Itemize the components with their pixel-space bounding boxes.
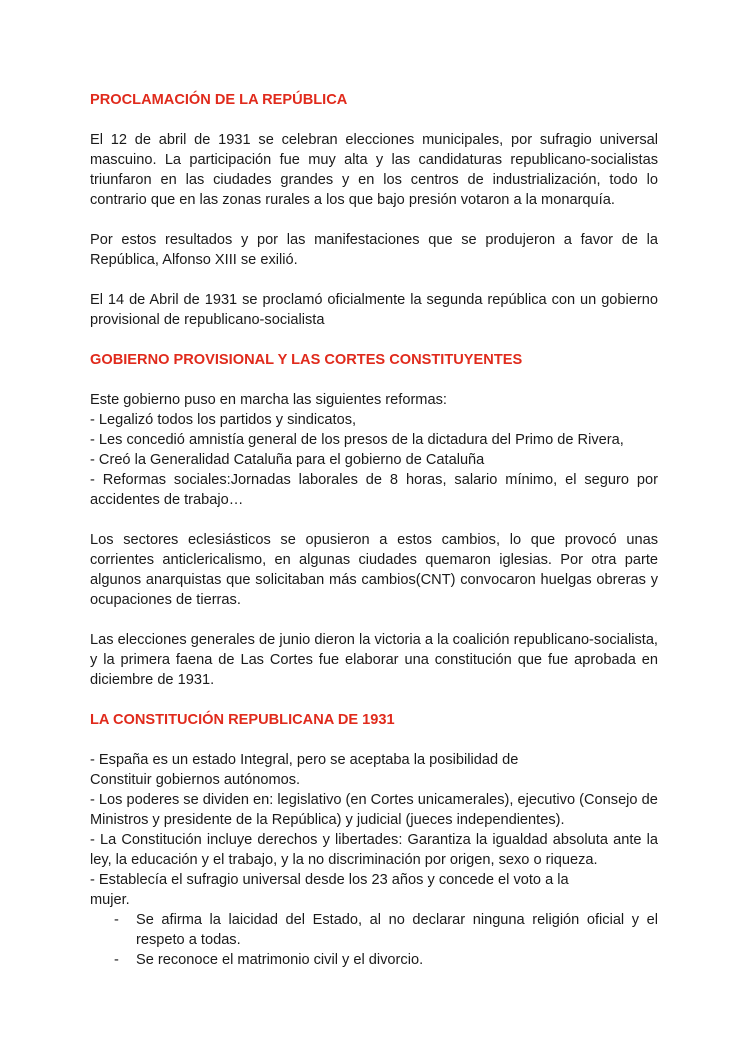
bullet-dash: - [114,912,119,928]
list-item [114,950,658,970]
constitution-item: - La Constitución incluye derechos y libertades: Garantiza la igualdad absoluta ante la ley, la educación y el trabajo, y la no discriminación por origen, sexo o riqueza. [90,832,658,868]
constitution-bullet-list [90,910,658,970]
section-heading-proclamacion: PROCLAMACIÓN DE LA REPÚBLICA [90,92,348,108]
section-heading-constitucion: LA CONSTITUCIÓN REPUBLICANA DE 1931 [90,712,395,728]
constitution-item: - Los poderes se dividen en: legislativo (en Cortes unicamerales), ejecutivo (Consejo de Ministros y presidente de la República) y judicial (jueces independientes). [90,792,658,828]
list-item [114,910,658,950]
constitution-item-line: mujer. [90,892,130,908]
paragraph-proclamacion: El 14 de Abril de 1931 se proclamó oficialmente la segunda república con un gobierno provisional de republicano-socialista [90,292,658,328]
section-heading-gobierno-provisional: GOBIERNO PROVISIONAL Y LAS CORTES CONSTITUYENTES [90,352,523,368]
paragraph-exilio: Por estos resultados y por las manifestaciones que se produjeron a favor de la República, Alfonso XIII se exilió. [90,232,658,268]
constitution-item-line: - Establecía el sufragio universal desde los 23 años y concede el voto a la [90,872,569,888]
bullet-text: Se afirma la laicidad del Estado, al no declarar ninguna religión oficial y el respeto a todas. [136,912,658,948]
paragraph-reformas-intro: Este gobierno puso en marcha las siguientes reformas: [90,392,447,408]
document-page [90,90,658,970]
paragraph-elecciones-generales: Las elecciones generales de junio dieron la victoria a la coalición republicano-socialista, y la primera faena de Las Cortes fue elaborar una constitución que fue aprobada en diciembre de 1931. [90,632,658,688]
paragraph-sectores-eclesiasticos: Los sectores eclesiásticos se opusieron a estos cambios, lo que provocó unas corrientes anticlericalismo, en algunas ciudades quemaron iglesias. Por otra parte algunos anarquistas que solicitaban más cambios(CNT) convocaron huelgas obreras y ocupaciones de tierras. [90,532,658,608]
bullet-dash: - [114,952,119,968]
reform-item: - Les concedió amnistía general de los presos de la dictadura del Primo de Rivera, [90,432,624,448]
reform-item: - Reformas sociales:Jornadas laborales de 8 horas, salario mínimo, el seguro por accidentes de trabajo… [90,472,658,508]
paragraph-elecciones-municipales: El 12 de abril de 1931 se celebran elecciones municipales, por sufragio universal mascuino. La participación fue muy alta y las candidaturas republicano-socialistas triunfaron en las ciudades grandes y en los centros de industrialización, todo lo contrario que en las zonas rurales a los que bajo presión votaron a la monarquía. [90,132,658,208]
constitution-item-line: - España es un estado Integral, pero se aceptaba la posibilidad de [90,752,519,768]
bullet-text: Se reconoce el matrimonio civil y el divorcio. [136,952,424,968]
reform-item: - Legalizó todos los partidos y sindicatos, [90,412,357,428]
reform-item: - Creó la Generalidad Cataluña para el gobierno de Cataluña [90,452,485,468]
constitution-item-line: Constituir gobiernos autónomos. [90,772,301,788]
